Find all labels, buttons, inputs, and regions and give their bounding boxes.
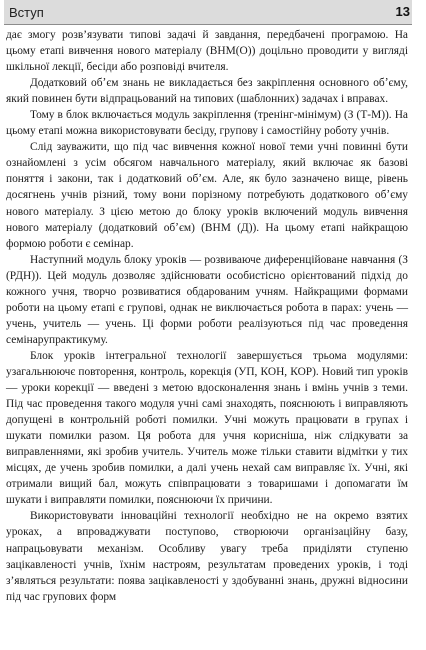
text-run: Блок уроків інтегральної технології завершується трьома модулями: узагальнюючє повторення, контроль, корекція (УП, КОН, КОР). Новий тип уроків — уроки корекції — введені з метою вдосконалення знань і вмінь учнів з теми. Під час проведення такого модуля учні самі знаходять, пояснюють і виправляють допущені в контрольній роботі помилки. Учні можуть працювати в групах і шукати помилки разом. Ця робота для учня кориснішa, ніж слідкувати за виправленнями, які зробив учитель. Учитель може тільки ставити відмітки у тих місцях, де учень зробив помилки, а далі учень нехай сам виправляє їх. Учні, які отримали вищий бал, можуть співпрацювати з товаришами і допомагати їм шукати і виправляти помилки, пояснюючи їх причини. (6, 349, 408, 507)
text-run: Використовувати інноваційні технології необхідно не на окремо взятих уроках, а впроваджувати поступово, створюючи організаційну базу, напрацьовувати механізм. Особливу увагу треба приділяти ступеню зацікавленості учнів, їхнім настроям, результатам проведених уроків, і тоді з’являться результати: поява зацікавленості у здобуванні знань, дружні відносини під час групових форм (6, 510, 408, 603)
body-text (6, 27, 408, 605)
text-run: дає змогу розв’язувати типові задачі й завдання, передбачені програмою. На цьому етапі вивчення нового матеріалу (ВНМ(О)) доцільно проводити у вигляді шкільної лекції, бесіди або розповіді вчителя. (6, 29, 408, 74)
paragraph (6, 27, 408, 75)
running-header (4, 0, 412, 25)
section-title: Вступ (9, 5, 44, 20)
page-number: 13 (395, 4, 410, 19)
paragraph (6, 508, 408, 604)
paragraph (6, 107, 408, 139)
paragraph (6, 75, 408, 107)
text-run: Слід зауважити, що під час вивчення кожної нової теми учні повинні бути ознайомлені з усім обсягом навчального матеріалу, який включає як базові поняття і закони, так і додатковий обʼєм. Але, як було зазначено вище, рівень досягнень учнів різний, тому вони порізному потребують додаткового обʼєму нового матеріалу. З цією метою до блоку уроків включений модуль вивчення нового матеріалу (додатковий обʼєм) (ВНМ (Д)). На цьому етапі найкращою формою роботи є семінар. (6, 141, 408, 250)
paragraph (6, 252, 408, 348)
paragraph (6, 348, 408, 508)
text-run: Наступний модуль блоку уроків — розвиваюче диференційоване навчання (З (РДН)). Цей модуль дозволяє здійснювати особистісно орієнтований підхід до кожного учня, творчо розвиватися обдарованим учням. Найкращими формами роботи на цьому етапі є групові, однак не виключається робота в парах: учень — учень, учитель — учень. Ці форми роботи реалізуються під час проведення семінарупрактикуму. (6, 253, 408, 346)
paragraph (6, 139, 408, 251)
text-run: Додатковий обʼєм знань не викладається без закріплення основного обʼєму, який повинен бути відпрацьований на типових (шаблонних) задачах і вправах. (6, 77, 408, 106)
text-run: Тому в блок включається модуль закріплення (тренінг-мінімум) (З (Т-М)). На цьому етапі можна використовувати бесіду, групову і самостійну роботу учнів. (6, 109, 408, 138)
